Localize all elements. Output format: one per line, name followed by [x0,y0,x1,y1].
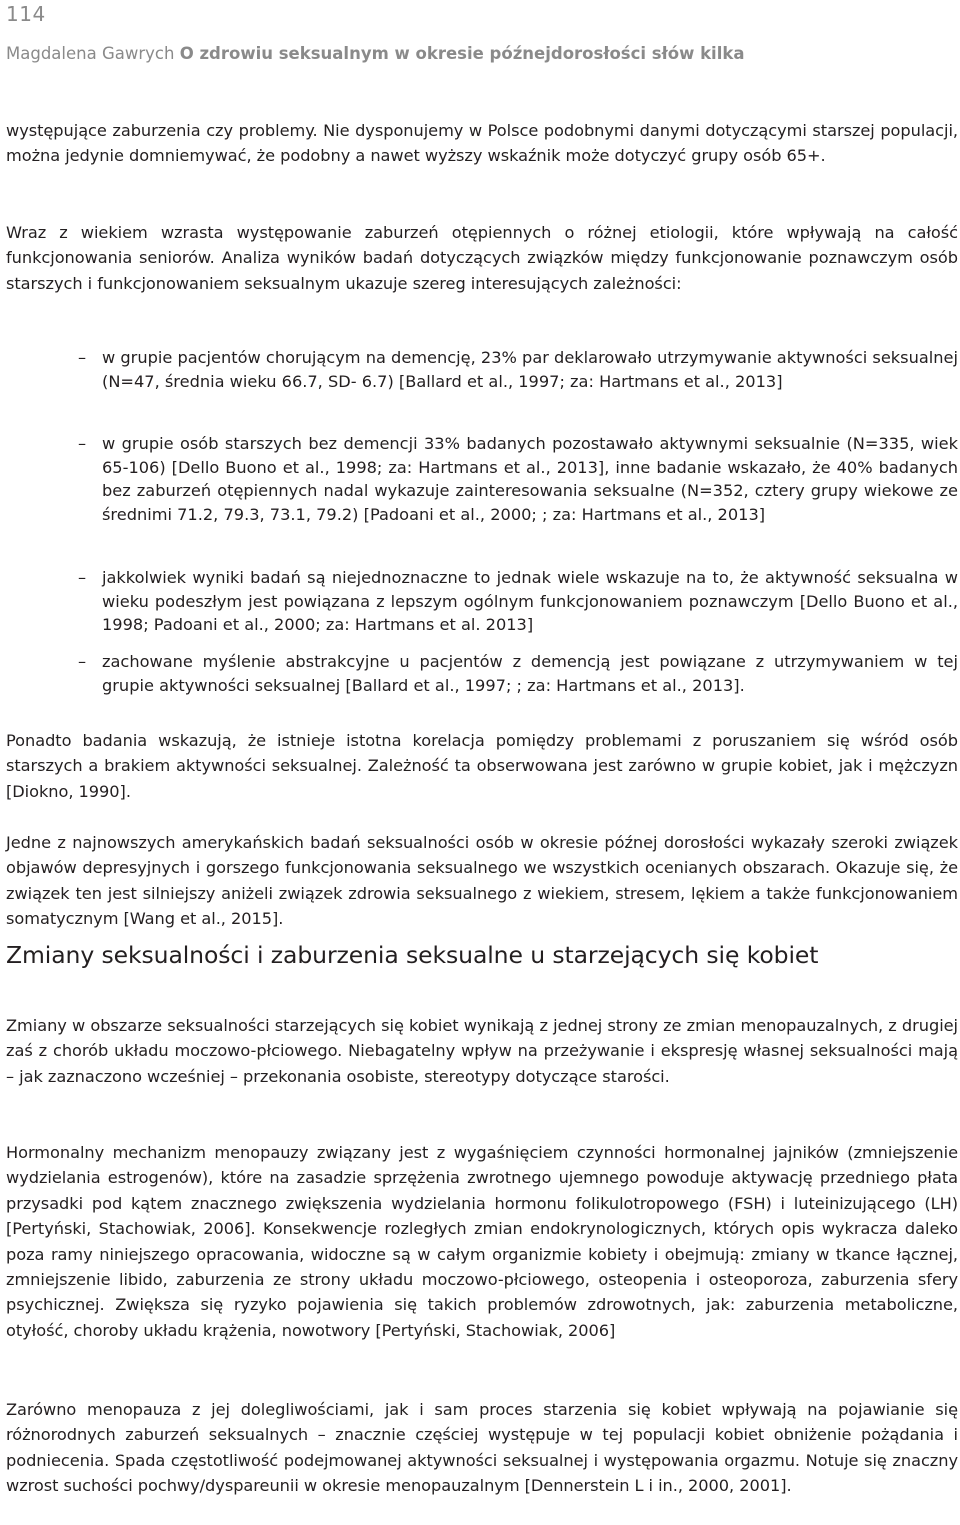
section-heading: Zmiany seksualności i zaburzenia seksualne u starzejących się kobiet [6,941,819,969]
list-item [78,650,958,697]
list-dash: – [78,348,87,367]
list-item [78,432,958,526]
list-item [78,566,958,637]
paragraph-1: występujące zaburzenia czy problemy. Nie dysponujemy w Polsce podobnymi danymi dotyczącymi starszej populacji, można jedynie domniemywać, że podobny a nawet wyższy wskaźnik może dotyczyć grupy osób 65+. [6,121,958,166]
section-paragraph-2: Hormonalny mechanizm menopauzy związany jest z wygaśnięciem czynności hormonalnej jajników (zmniejszenie wydzielania estrogenów), które na zasadzie sprzężenia zwrotnego ujemnego powoduje aktywację przedniego płata przysadki pod kątem znacznego zwiększenia wydzielania hormonu folikulotropowego (FSH) i luteinizującego (LH) [Pertyński, Stachowiak, 2006]. Konsekwencje rozległych zmian endokrynologicznych, których opis wykracza daleko poza ramy niniejszego opracowania, widoczne są w całym organizmie kobiety i obejmują: zmiany w tkance łącznej, zmniejszenie libido, zaburzenia ze strony układu moczowo-płciowego, osteopenia i osteoporoza, zaburzenia sfery psychicznej. Zwiększa się ryzyko pojawienia się takich problemów zdrowotnych, jak: zaburzenia metaboliczne, otyłość, choroby układu krążenia, nowotwory [Pertyński, Stachowiak, 2006] [6,1143,958,1340]
list-dash: – [78,434,87,453]
running-head-title: O zdrowiu seksualnym w okresie późnejdorosłości słów kilka [179,44,745,63]
list-dash: – [78,568,87,587]
paragraph-2: Wraz z wiekiem wzrasta występowanie zaburzeń otępiennych o różnej etiologii, które wpływają na całość funkcjonowania seniorów. Analiza wyników badań dotyczących związków między funkcjonowanie poznawczym osób starszych i funkcjonowaniem seksualnym ukazuje szereg interesujących zależności: [6,223,958,293]
list-item-text: w grupie osób starszych bez demencji 33% badanych pozostawało aktywnymi seksualnie (N=335, wiek 65-106) [Dello Buono et al., 1998; za: Hartmans et al., 2013], inne badanie wskazało, że 40% badanych bez zaburzeń otępiennych nadal wykazuje zainteresowania seksualne (N=352, cztery grupy wiekowe ze średnimi 71.2, 79.3, 73.1, 79.2) [Padoani et al., 2000; ; za: Hartmans et al., 2013] [102,434,958,524]
list-item [78,346,958,393]
list-dash: – [78,652,87,671]
paragraph-3: Ponadto badania wskazują, że istnieje istotna korelacja pomiędzy problemami z poruszaniem się wśród osób starszych a brakiem aktywności seksualnej. Zależność ta obserwowana jest zarówno w grupie kobiet, jak i mężczyzn [Diokno, 1990]. [6,731,958,801]
page-number: 114 [6,2,46,26]
paragraph-4: Jedne z najnowszych amerykańskich badań seksualności osób w okresie późnej dorosłości wykazały szeroki związek objawów depresyjnych i gorszego funkcjonowania seksualnego we wszystkich ocenianych obszarach. Okazuje się, że związek ten jest silniejszy aniżeli związek zdrowia seksualnego z wiekiem, stresem, lękiem a także funkcjonowaniem somatycznym [Wang et al., 2015]. [6,833,958,929]
section-paragraph-3: Zarówno menopauza z jej dolegliwościami, jak i sam proces starzenia się kobiet wpływają na pojawianie się różnorodnych zaburzeń seksualnych – znacznie częściej występuje w tej populacji kobiet obniżenie pożądania i podniecenia. Spada częstotliwość podejmowanej aktywności seksualnej i występowania orgazmu. Notuje się znaczny wzrost suchości pochwy/dyspareunii w okresie menopauzalnym [Dennerstein L i in., 2000, 2001]. [6,1400,958,1496]
running-head-author: Magdalena Gawrych [6,44,175,63]
list-item-text: w grupie pacjentów chorującym na demencję, 23% par deklarowało utrzymywanie aktywności seksualnej (N=47, średnia wieku 66.7, SD- 6.7) [Ballard et al., 1997; za: Hartmans et al., 2013] [102,348,958,391]
section-paragraph-1: Zmiany w obszarze seksualności starzejących się kobiet wynikają z jednej strony ze zmian menopauzalnych, z drugiej zaś z chorób układu moczowo-płciowego. Niebagatelny wpływ na przeżywanie i ekspresję własnej seksualności mają – jak zaznaczono wcześniej – przekonania osobiste, stereotypy dotyczące starości. [6,1016,958,1086]
list-item-text: jakkolwiek wyniki badań są niejednoznaczne to jednak wiele wskazuje na to, że aktywność seksualna w wieku podeszłym jest powiązana z lepszym ogólnym funkcjonowaniem poznawczym [Dello Buono et al., 1998; Padoani et al., 2000; za: Hartmans et al. 2013] [102,568,958,634]
running-head [6,44,744,63]
list-item-text: zachowane myślenie abstrakcyjne u pacjentów z demencją jest powiązane z utrzymywaniem w tej grupie aktywności seksualnej [Ballard et al., 1997; ; za: Hartmans et al., 2013]. [102,652,958,695]
